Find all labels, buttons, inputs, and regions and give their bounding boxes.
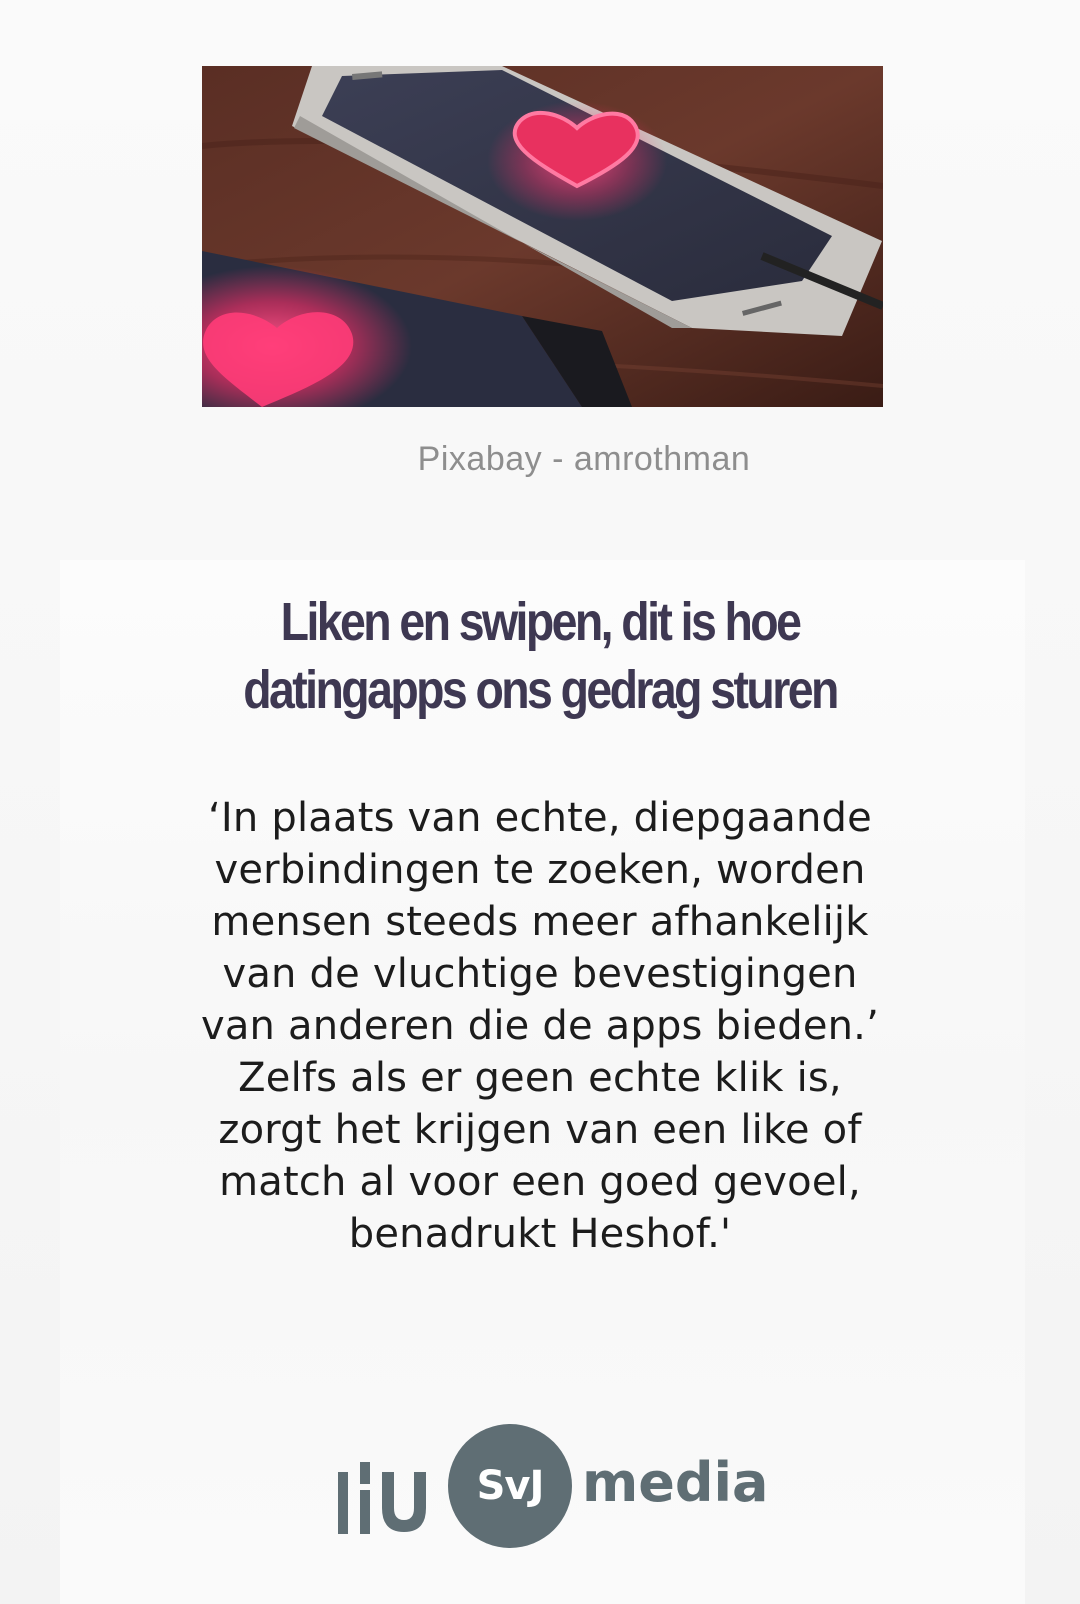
photo-caption: Pixabay - amrothman	[417, 440, 751, 478]
logo-media-word: media	[582, 1451, 769, 1514]
phone-heart-illustration	[202, 66, 883, 407]
article-photo	[202, 66, 883, 407]
hu-svj-media-logo	[338, 1420, 769, 1550]
svj-logo-circle: SvJ	[448, 1424, 572, 1548]
article-headline: Liken en swipen, dit is hoe datingapps ons gedrag sturen	[243, 592, 837, 720]
hu-logo-icon	[338, 1462, 428, 1534]
article-quote: ‘In plaats van echte, diepgaande verbindingen te zoeken, worden mensen steeds meer afhankelijk van de vluchtige bevestigingen van anderen die de apps bieden.’ Zelfs als er geen echte klik is, zorgt het krijgen van een like of match al voor een goed gevoel, benadrukt Heshof.'	[200, 795, 880, 1257]
